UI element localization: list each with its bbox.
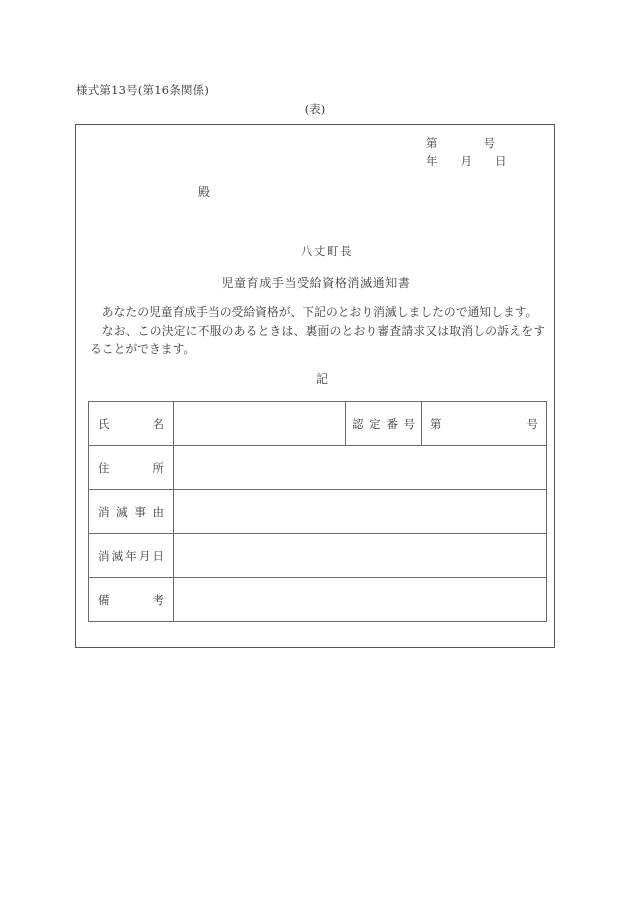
document-number-line: 第 号 [426,136,495,150]
row-value-certification-number[interactable]: 第 号 [422,402,547,446]
row-value-address[interactable] [174,446,547,490]
document-title: 児童育成手当受給資格消滅通知書 [221,276,411,290]
table-row [89,534,547,578]
form-table [88,401,547,622]
table-row [89,446,547,490]
table-row [89,578,547,622]
addressee-suffix: 殿 [198,185,211,199]
row-label-remarks: 備 考 [89,578,174,622]
form-number-label: 様式第13号(第16条関係) [76,83,210,97]
document-meta-block [426,134,536,170]
row-value-reason[interactable] [174,490,547,534]
side-label-text: (表) [304,102,326,116]
row-value-name[interactable] [174,402,346,446]
ki-marker: 記 [315,372,328,386]
row-value-expiry-date[interactable] [174,534,547,578]
issuer-name: 八丈町長 [300,244,354,258]
table-row [89,402,547,446]
side-label [0,101,630,117]
row-label-certification-number: 認定番号 [346,402,422,446]
body-paragraph-2: なお、この決定に不服のあるときは、裏面のとおり審査請求又は取消しの訴えをすることができます。 [90,323,545,356]
row-label-reason: 消滅事由 [89,490,174,534]
body-paragraph-1: あなたの児童育成手当の受給資格が、下記のとおり消滅しましたので通知します。 [101,305,538,319]
document-date-line: 年 月 日 [426,154,507,168]
row-value-remarks[interactable] [174,578,547,622]
body-text [90,303,545,359]
form-outer-frame [75,124,555,648]
row-label-expiry-date: 消滅年月日 [89,534,174,578]
row-label-name: 氏 名 [89,402,174,446]
table-row [89,490,547,534]
row-label-address: 住 所 [89,446,174,490]
